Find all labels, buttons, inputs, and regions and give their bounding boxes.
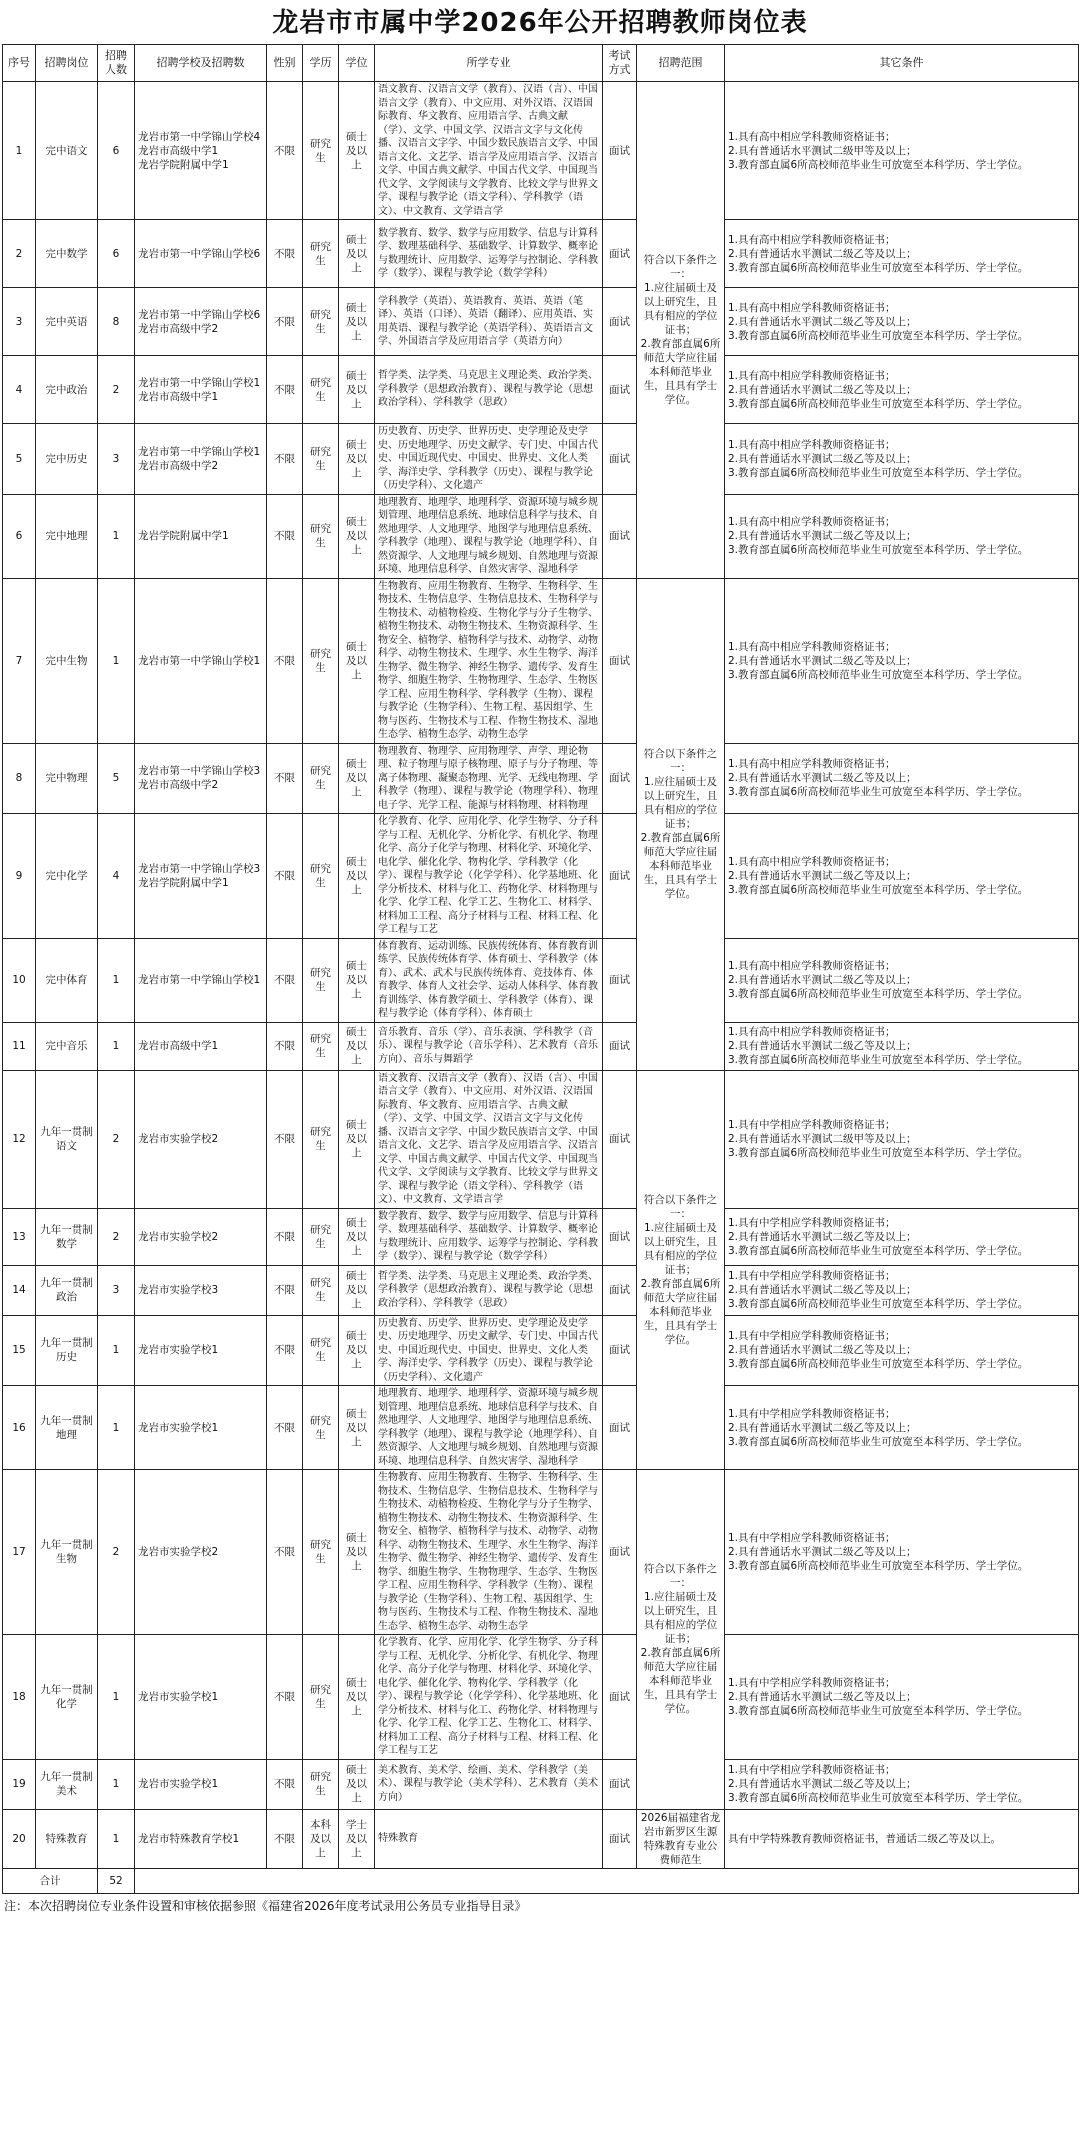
total-label: 合计 xyxy=(3,1868,98,1893)
other-conditions: 1.具有高中相应学科教师资格证书； 2.具有普通话水平测试二级乙等及以上； 3.教育部直属6所高校师范毕业生可放宽至本科学历、学士学位。 xyxy=(725,814,1079,939)
gender: 不限 xyxy=(267,424,303,495)
row-number: 1 xyxy=(3,82,36,220)
row-number: 13 xyxy=(3,1208,36,1265)
post-name: 完中历史 xyxy=(36,424,98,495)
education: 研究生 xyxy=(303,424,339,495)
row-number: 12 xyxy=(3,1070,36,1208)
exam-method: 面试 xyxy=(603,1070,637,1208)
other-conditions: 具有中学特殊教育教师资格证书，普通话二级乙等及以上。 xyxy=(725,1809,1079,1868)
total-count: 52 xyxy=(98,1868,135,1893)
post-name: 九年一贯制化学 xyxy=(36,1635,98,1760)
degree: 硕士及以上 xyxy=(339,1386,375,1470)
post-name: 九年一贯制生物 xyxy=(36,1470,98,1635)
table-row xyxy=(3,1022,1079,1070)
row-number: 6 xyxy=(3,494,36,578)
post-name: 九年一贯制数学 xyxy=(36,1208,98,1265)
recruitment-table xyxy=(2,44,1079,1894)
other-conditions: 1.具有高中相应学科教师资格证书； 2.具有普通话水平测试二级乙等及以上； 3.教育部直属6所高校师范毕业生可放宽至本科学历、学士学位。 xyxy=(725,743,1079,814)
other-conditions: 1.具有高中相应学科教师资格证书； 2.具有普通话水平测试二级乙等及以上； 3.教育部直属6所高校师范毕业生可放宽至本科学历、学士学位。 xyxy=(725,356,1079,424)
table-row xyxy=(3,1759,1079,1809)
exam-method: 面试 xyxy=(603,1315,637,1386)
majors: 地理教育、地理学、地理科学、资源环境与城乡规划管理、地理信息系统、地球信息科学与技术、自然地理学、人文地理学、地图学与地理信息系统、学科教学（地理）、课程与教学论（地理学科）、自然资源学、人文地理与城乡规划、自然地理与资源环境、地理信息科学、自然灾害学、湿地科学 xyxy=(375,1386,603,1470)
degree: 硕士及以上 xyxy=(339,1470,375,1635)
degree: 硕士及以上 xyxy=(339,743,375,814)
education: 研究生 xyxy=(303,938,339,1022)
other-conditions: 1.具有高中相应学科教师资格证书； 2.具有普通话水平测试二级乙等及以上； 3.教育部直属6所高校师范毕业生可放宽至本科学历、学士学位。 xyxy=(725,578,1079,743)
other-conditions: 1.具有高中相应学科教师资格证书； 2.具有普通话水平测试二级乙等及以上； 3.教育部直属6所高校师范毕业生可放宽至本科学历、学士学位。 xyxy=(725,494,1079,578)
header-cell: 序号 xyxy=(3,45,36,82)
hire-count: 1 xyxy=(98,494,135,578)
hire-count: 1 xyxy=(98,1315,135,1386)
post-name: 完中体育 xyxy=(36,938,98,1022)
exam-method: 面试 xyxy=(603,288,637,356)
gender: 不限 xyxy=(267,1208,303,1265)
recruit-scope: 符合以下条件之一： 1.应往届硕士及以上研究生，且具有相应的学位证书； 2.教育部直属6所师范大学应往届本科师范毕业生，且具有学士学位。 xyxy=(637,82,725,579)
row-number: 4 xyxy=(3,356,36,424)
hire-count: 2 xyxy=(98,1208,135,1265)
other-conditions: 1.具有高中相应学科教师资格证书； 2.具有普通话水平测试二级乙等及以上； 3.教育部直属6所高校师范毕业生可放宽至本科学历、学士学位。 xyxy=(725,424,1079,495)
degree: 硕士及以上 xyxy=(339,288,375,356)
majors: 特殊教育 xyxy=(375,1809,603,1868)
education: 研究生 xyxy=(303,1759,339,1809)
header-cell: 所学专业 xyxy=(375,45,603,82)
gender: 不限 xyxy=(267,1265,303,1315)
majors: 生物教育、应用生物教育、生物学、生物科学、生物技术、生物信息学、生物信息技术、生物科学与生物技术、动植物检疫、生物化学与分子生物学、植物生物技术、动物生物技术、生物资源科学、生物安全、植物学、植物科学与技术、动物学、动物科学、动物生物技术、生理学、水生生物学、海洋生物学、微生物学、神经生物学、遗传学、发育生物学、细胞生物学、生物物理学、生态学、生物医学工程、应用生物科学、学科教学（生物）、课程与教学论（生物学科）、生物工程、基因组学、生物与医药、生物技术与工程、作物生物技术、湿地生态学、植物生态学、动物生态学 xyxy=(375,578,603,743)
row-number: 14 xyxy=(3,1265,36,1315)
other-conditions: 1.具有中学相应学科教师资格证书； 2.具有普通话水平测试二级乙等及以上； 3.教育部直属6所高校师范毕业生可放宽至本科学历、学士学位。 xyxy=(725,1208,1079,1265)
recruit-scope: 符合以下条件之一： 1.应往届硕士及以上研究生，且具有相应的学位证书； 2.教育部直属6所师范大学应往届本科师范毕业生，且具有学士学位。 xyxy=(637,578,725,1070)
total-blank xyxy=(135,1868,1079,1893)
table-row xyxy=(3,1315,1079,1386)
hire-count: 1 xyxy=(98,938,135,1022)
table-row xyxy=(3,1635,1079,1760)
majors: 美术教育、美术学、绘画、美术、学科教学（美术）、课程与教学论（美术学科）、艺术教育（美术方向） xyxy=(375,1759,603,1809)
post-name: 九年一贯制语文 xyxy=(36,1070,98,1208)
exam-method: 面试 xyxy=(603,938,637,1022)
header-cell: 招聘岗位 xyxy=(36,45,98,82)
post-name: 完中生物 xyxy=(36,578,98,743)
schools: 龙岩市实验学校1 xyxy=(135,1759,267,1809)
degree: 硕士及以上 xyxy=(339,1635,375,1760)
row-number: 16 xyxy=(3,1386,36,1470)
gender: 不限 xyxy=(267,288,303,356)
post-name: 完中地理 xyxy=(36,494,98,578)
majors: 地理教育、地理学、地理科学、资源环境与城乡规划管理、地理信息系统、地球信息科学与技术、自然地理学、人文地理学、地图学与地理信息系统、学科教学（地理）、课程与教学论（地理学科）、自然资源学、人文地理与城乡规划、自然地理与资源环境、地理信息科学、自然灾害学、湿地科学 xyxy=(375,494,603,578)
table-row xyxy=(3,814,1079,939)
schools: 龙岩市实验学校2 xyxy=(135,1208,267,1265)
gender: 不限 xyxy=(267,220,303,288)
page-title: 龙岩市市属中学2026年公开招聘教师岗位表 xyxy=(272,8,808,38)
degree: 硕士及以上 xyxy=(339,1759,375,1809)
majors: 数学教育、数学、数学与应用数学、信息与计算科学、数理基础科学、基础数学、计算数学、概率论与数理统计、应用数学、运筹学与控制论、学科教学（数学）、课程与教学论（数学学科） xyxy=(375,220,603,288)
exam-method: 面试 xyxy=(603,356,637,424)
degree: 学士及以上 xyxy=(339,1809,375,1868)
majors: 哲学类、法学类、马克思主义理论类、政治学类、学科教学（思想政治教育）、课程与教学论（思想政治学科）、学科教学（思政） xyxy=(375,356,603,424)
total-row xyxy=(3,1868,1079,1893)
majors: 化学教育、化学、应用化学、化学生物学、分子科学与工程、无机化学、分析化学、有机化学、物理化学、高分子化学与物理、材料化学、环境化学、电化学、催化化学、物构化学、学科教学（化学）、课程与教学论（化学学科）、化学基地班、化学分析技术、材料与化工、药物化学、材料物理与化学、化学工程、化学工艺、生物化工、材料学、材料加工工程、高分子材料与工程、材料工程、化学工程与工艺 xyxy=(375,1635,603,1760)
exam-method: 面试 xyxy=(603,1635,637,1760)
gender: 不限 xyxy=(267,1070,303,1208)
education: 研究生 xyxy=(303,743,339,814)
schools: 龙岩市第一中学锦山学校6 龙岩市高级中学2 xyxy=(135,288,267,356)
education: 研究生 xyxy=(303,1386,339,1470)
education: 研究生 xyxy=(303,578,339,743)
other-conditions: 1.具有中学相应学科教师资格证书； 2.具有普通话水平测试二级甲等及以上； 3.教育部直属6所高校师范毕业生可放宽至本科学历、学士学位。 xyxy=(725,1070,1079,1208)
other-conditions: 1.具有中学相应学科教师资格证书； 2.具有普通话水平测试二级乙等及以上； 3.教育部直属6所高校师范毕业生可放宽至本科学历、学士学位。 xyxy=(725,1315,1079,1386)
majors: 体育教育、运动训练、民族传统体育、体育教育训练学、民族传统体育学、体育硕士、学科教学（体育）、武术、武术与民族传统体育、竞技体育、体育教学、体育人文社会学、运动人体科学、体育教育训练学、体育教学硕士、学科教学（体育）、课程与教学论（体育学科）、体育硕士 xyxy=(375,938,603,1022)
education: 研究生 xyxy=(303,220,339,288)
education: 研究生 xyxy=(303,1635,339,1760)
schools: 龙岩市第一中学锦山学校6 xyxy=(135,220,267,288)
gender: 不限 xyxy=(267,1470,303,1635)
exam-method: 面试 xyxy=(603,578,637,743)
majors: 哲学类、法学类、马克思主义理论类、政治学类、学科教学（思想政治教育）、课程与教学论（思想政治学科）、学科教学（思政） xyxy=(375,1265,603,1315)
hire-count: 1 xyxy=(98,1635,135,1760)
other-conditions: 1.具有中学相应学科教师资格证书； 2.具有普通话水平测试二级乙等及以上； 3.教育部直属6所高校师范毕业生可放宽至本科学历、学士学位。 xyxy=(725,1470,1079,1635)
degree: 硕士及以上 xyxy=(339,578,375,743)
education: 研究生 xyxy=(303,1315,339,1386)
schools: 龙岩市第一中学锦山学校4 龙岩市高级中学1 龙岩学院附属中学1 xyxy=(135,82,267,220)
hire-count: 3 xyxy=(98,1265,135,1315)
recruit-scope: 2026届福建省龙岩市新罗区生源特殊教育专业公费师范生 xyxy=(637,1809,725,1868)
degree: 硕士及以上 xyxy=(339,1315,375,1386)
schools: 龙岩市第一中学锦山学校1 龙岩市高级中学1 xyxy=(135,356,267,424)
gender: 不限 xyxy=(267,814,303,939)
gender: 不限 xyxy=(267,1759,303,1809)
majors: 学科教学（英语）、英语教育、英语、英语（笔译）、英语（口译）、英语（翻译）、应用英语、实用英语、课程与教学论（英语学科）、英语语言文学、外国语言学及应用语言学（英语方向） xyxy=(375,288,603,356)
header-cell: 招聘范围 xyxy=(637,45,725,82)
exam-method: 面试 xyxy=(603,494,637,578)
gender: 不限 xyxy=(267,1809,303,1868)
table-row xyxy=(3,220,1079,288)
hire-count: 2 xyxy=(98,356,135,424)
header-cell: 学历 xyxy=(303,45,339,82)
row-number: 5 xyxy=(3,424,36,495)
hire-count: 1 xyxy=(98,1386,135,1470)
exam-method: 面试 xyxy=(603,1759,637,1809)
row-number: 10 xyxy=(3,938,36,1022)
education: 研究生 xyxy=(303,814,339,939)
table-row xyxy=(3,578,1079,743)
post-name: 完中语文 xyxy=(36,82,98,220)
table-row xyxy=(3,1208,1079,1265)
degree: 硕士及以上 xyxy=(339,1208,375,1265)
schools: 龙岩市实验学校1 xyxy=(135,1315,267,1386)
hire-count: 4 xyxy=(98,814,135,939)
majors: 物理教育、物理学、应用物理学、声学、理论物理、粒子物理与原子核物理、原子与分子物理、等离子体物理、凝聚态物理、光学、无线电物理、学科教学（物理）、课程与教学论（物理学科）、物理电子学、光学工程、能源与材料物理、材料物理 xyxy=(375,743,603,814)
post-name: 完中音乐 xyxy=(36,1022,98,1070)
recruit-scope: 符合以下条件之一： 1.应往届硕士及以上研究生，且具有相应的学位证书； 2.教育部直属6所师范大学应往届本科师范毕业生，且具有学士学位。 xyxy=(637,1470,725,1810)
exam-method: 面试 xyxy=(603,424,637,495)
other-conditions: 1.具有中学相应学科教师资格证书； 2.具有普通话水平测试二级乙等及以上； 3.教育部直属6所高校师范毕业生可放宽至本科学历、学士学位。 xyxy=(725,1265,1079,1315)
gender: 不限 xyxy=(267,1315,303,1386)
exam-method: 面试 xyxy=(603,743,637,814)
post-name: 完中物理 xyxy=(36,743,98,814)
post-name: 完中数学 xyxy=(36,220,98,288)
hire-count: 1 xyxy=(98,1759,135,1809)
other-conditions: 1.具有高中相应学科教师资格证书； 2.具有普通话水平测试二级乙等及以上； 3.教育部直属6所高校师范毕业生可放宽至本科学历、学士学位。 xyxy=(725,938,1079,1022)
majors: 生物教育、应用生物教育、生物学、生物科学、生物技术、生物信息学、生物信息技术、生物科学与生物技术、动植物检疫、生物化学与分子生物学、植物生物技术、动物生物技术、生物资源科学、生物安全、植物学、植物科学与技术、动物学、动物科学、动物生物技术、生理学、水生生物学、海洋生物学、微生物学、神经生物学、遗传学、发育生物学、细胞生物学、生物物理学、生态学、生物医学工程、应用生物科学、学科教学（生物）、课程与教学论（生物学科）、生物工程、基因组学、生物与医药、生物技术与工程、作物生物技术、湿地生态学、植物生态学、动物生态学 xyxy=(375,1470,603,1635)
gender: 不限 xyxy=(267,578,303,743)
gender: 不限 xyxy=(267,494,303,578)
hire-count: 2 xyxy=(98,1470,135,1635)
majors: 数学教育、数学、数学与应用数学、信息与计算科学、数理基础科学、基础数学、计算数学、概率论与数理统计、应用数学、运筹学与控制论、学科教学（数学）、课程与教学论（数学学科） xyxy=(375,1208,603,1265)
hire-count: 1 xyxy=(98,1022,135,1070)
degree: 硕士及以上 xyxy=(339,1265,375,1315)
schools: 龙岩市实验学校1 xyxy=(135,1386,267,1470)
table-row xyxy=(3,1265,1079,1315)
degree: 硕士及以上 xyxy=(339,424,375,495)
schools: 龙岩市实验学校1 xyxy=(135,1635,267,1760)
exam-method: 面试 xyxy=(603,1022,637,1070)
post-name: 特殊教育 xyxy=(36,1809,98,1868)
degree: 硕士及以上 xyxy=(339,494,375,578)
education: 研究生 xyxy=(303,494,339,578)
other-conditions: 1.具有中学相应学科教师资格证书； 2.具有普通话水平测试二级乙等及以上； 3.教育部直属6所高校师范毕业生可放宽至本科学历、学士学位。 xyxy=(725,1386,1079,1470)
post-name: 九年一贯制美术 xyxy=(36,1759,98,1809)
education: 本科及以上 xyxy=(303,1809,339,1868)
majors: 语文教育、汉语言文学（教育）、汉语（言）、中国语言文学（教育）、中文应用、对外汉语、汉语国际教育、华文教育、应用语言学、古典文献（学）、文学、中国文学、汉语言文字与文化传播、汉语言文字学、中国少数民族语言文学、中国语言文化、文艺学、语言学及应用语言学、汉语言文学、中国古典文献学、中国古代文学、中国现当代文学、文学阅读与文学教育、比较文学与世界文学、课程与教学论（语文学科）、学科教学（语文）、中文教育、文学语言学 xyxy=(375,82,603,220)
header-cell: 招聘人数 xyxy=(98,45,135,82)
gender: 不限 xyxy=(267,938,303,1022)
table-row xyxy=(3,424,1079,495)
majors: 语文教育、汉语言文学（教育）、汉语（言）、中国语言文学（教育）、中文应用、对外汉语、汉语国际教育、华文教育、应用语言学、古典文献（学）、文学、中国文学、汉语言文字与文化传播、汉语言文字学、中国少数民族语言文学、中国语言文化、文艺学、语言学及应用语言学、汉语言文学、中国古典文献学、中国古代文学、中国现当代文学、文学阅读与文学教育、比较文学与世界文学、课程与教学论（语文学科）、学科教学（语文）、中文教育、文学语言学 xyxy=(375,1070,603,1208)
exam-method: 面试 xyxy=(603,1265,637,1315)
exam-method: 面试 xyxy=(603,1208,637,1265)
schools: 龙岩市实验学校3 xyxy=(135,1265,267,1315)
header-cell: 其它条件 xyxy=(725,45,1079,82)
schools: 龙岩市第一中学锦山学校1 龙岩市高级中学2 xyxy=(135,424,267,495)
schools: 龙岩市特殊教育学校1 xyxy=(135,1809,267,1868)
row-number: 18 xyxy=(3,1635,36,1760)
exam-method: 面试 xyxy=(603,82,637,220)
row-number: 3 xyxy=(3,288,36,356)
exam-method: 面试 xyxy=(603,220,637,288)
table-row xyxy=(3,1386,1079,1470)
education: 研究生 xyxy=(303,82,339,220)
majors: 音乐教育、音乐（学）、音乐表演、学科教学（音乐）、课程与教学论（音乐学科）、艺术教育（音乐方向）、音乐与舞蹈学 xyxy=(375,1022,603,1070)
other-conditions: 1.具有中学相应学科教师资格证书； 2.具有普通话水平测试二级乙等及以上； 3.教育部直属6所高校师范毕业生可放宽至本科学历、学士学位。 xyxy=(725,1635,1079,1760)
education: 研究生 xyxy=(303,1070,339,1208)
other-conditions: 1.具有高中相应学科教师资格证书； 2.具有普通话水平测试二级甲等及以上； 3.教育部直属6所高校师范毕业生可放宽至本科学历、学士学位。 xyxy=(725,82,1079,220)
post-name: 完中化学 xyxy=(36,814,98,939)
table-header-row xyxy=(3,45,1079,82)
education: 研究生 xyxy=(303,356,339,424)
degree: 硕士及以上 xyxy=(339,356,375,424)
schools: 龙岩市第一中学锦山学校1 xyxy=(135,578,267,743)
hire-count: 1 xyxy=(98,578,135,743)
hire-count: 1 xyxy=(98,1809,135,1868)
header-cell: 考试方式 xyxy=(603,45,637,82)
hire-count: 2 xyxy=(98,1070,135,1208)
row-number: 15 xyxy=(3,1315,36,1386)
table-row xyxy=(3,743,1079,814)
education: 研究生 xyxy=(303,1470,339,1635)
header-cell: 招聘学校及招聘数 xyxy=(135,45,267,82)
table-row xyxy=(3,1809,1079,1868)
table-row xyxy=(3,494,1079,578)
schools: 龙岩市第一中学锦山学校1 xyxy=(135,938,267,1022)
majors: 化学教育、化学、应用化学、化学生物学、分子科学与工程、无机化学、分析化学、有机化学、物理化学、高分子化学与物理、材料化学、环境化学、电化学、催化化学、物构化学、学科教学（化学）、课程与教学论（化学学科）、化学基地班、化学分析技术、材料与化工、药物化学、材料物理与化学、化学工程、化学工艺、生物化工、材料学、材料加工工程、高分子材料与工程、材料工程、化学工程与工艺 xyxy=(375,814,603,939)
exam-method: 面试 xyxy=(603,1809,637,1868)
hire-count: 3 xyxy=(98,424,135,495)
row-number: 8 xyxy=(3,743,36,814)
post-name: 九年一贯制地理 xyxy=(36,1386,98,1470)
post-name: 九年一贯制历史 xyxy=(36,1315,98,1386)
other-conditions: 1.具有高中相应学科教师资格证书； 2.具有普通话水平测试二级乙等及以上； 3.教育部直属6所高校师范毕业生可放宽至本科学历、学士学位。 xyxy=(725,220,1079,288)
schools: 龙岩市实验学校2 xyxy=(135,1070,267,1208)
other-conditions: 1.具有中学相应学科教师资格证书； 2.具有普通话水平测试二级乙等及以上； 3.教育部直属6所高校师范毕业生可放宽至本科学历、学士学位。 xyxy=(725,1759,1079,1809)
gender: 不限 xyxy=(267,743,303,814)
education: 研究生 xyxy=(303,1208,339,1265)
schools: 龙岩学院附属中学1 xyxy=(135,494,267,578)
post-name: 完中政治 xyxy=(36,356,98,424)
degree: 硕士及以上 xyxy=(339,938,375,1022)
hire-count: 6 xyxy=(98,82,135,220)
schools: 龙岩市第一中学锦山学校3 龙岩学院附属中学1 xyxy=(135,814,267,939)
education: 研究生 xyxy=(303,1265,339,1315)
recruit-scope: 符合以下条件之一： 1.应往届硕士及以上研究生，且具有相应的学位证书； 2.教育部直属6所师范大学应往届本科师范毕业生，且具有学士学位。 xyxy=(637,1070,725,1470)
gender: 不限 xyxy=(267,356,303,424)
table-row xyxy=(3,288,1079,356)
schools: 龙岩市实验学校2 xyxy=(135,1470,267,1635)
degree: 硕士及以上 xyxy=(339,82,375,220)
post-name: 九年一贯制政治 xyxy=(36,1265,98,1315)
majors: 历史教育、历史学、世界历史、史学理论及史学史、历史地理学、历史文献学、专门史、中国古代史、中国近现代史、中国史、世界史、文化人类学、海洋史学、学科教学（历史）、课程与教学论（历史学科）、文化遗产 xyxy=(375,1315,603,1386)
row-number: 17 xyxy=(3,1470,36,1635)
row-number: 11 xyxy=(3,1022,36,1070)
exam-method: 面试 xyxy=(603,1470,637,1635)
degree: 硕士及以上 xyxy=(339,1070,375,1208)
post-name: 完中英语 xyxy=(36,288,98,356)
exam-method: 面试 xyxy=(603,1386,637,1470)
row-number: 19 xyxy=(3,1759,36,1809)
footnote: 注：本次招聘岗位专业条件设置和审核依据参照《福建省2026年度考试录用公务员专业指导目录》 xyxy=(4,1898,527,1913)
degree: 硕士及以上 xyxy=(339,1022,375,1070)
row-number: 2 xyxy=(3,220,36,288)
majors: 历史教育、历史学、世界历史、史学理论及史学史、历史地理学、历史文献学、专门史、中国古代史、中国近现代史、中国史、世界史、文化人类学、海洋史学、学科教学（历史）、课程与教学论（历史学科）、文化遗产 xyxy=(375,424,603,495)
other-conditions: 1.具有高中相应学科教师资格证书； 2.具有普通话水平测试二级乙等及以上； 3.教育部直属6所高校师范毕业生可放宽至本科学历、学士学位。 xyxy=(725,288,1079,356)
table-row xyxy=(3,1070,1079,1208)
row-number: 9 xyxy=(3,814,36,939)
table-row xyxy=(3,356,1079,424)
degree: 硕士及以上 xyxy=(339,814,375,939)
table-row xyxy=(3,938,1079,1022)
table-row xyxy=(3,82,1079,220)
row-number: 7 xyxy=(3,578,36,743)
hire-count: 6 xyxy=(98,220,135,288)
row-number: 20 xyxy=(3,1809,36,1868)
education: 研究生 xyxy=(303,1022,339,1070)
hire-count: 8 xyxy=(98,288,135,356)
schools: 龙岩市第一中学锦山学校3 龙岩市高级中学2 xyxy=(135,743,267,814)
other-conditions: 1.具有高中相应学科教师资格证书； 2.具有普通话水平测试二级乙等及以上； 3.教育部直属6所高校师范毕业生可放宽至本科学历、学士学位。 xyxy=(725,1022,1079,1070)
gender: 不限 xyxy=(267,82,303,220)
gender: 不限 xyxy=(267,1635,303,1760)
gender: 不限 xyxy=(267,1022,303,1070)
schools: 龙岩市高级中学1 xyxy=(135,1022,267,1070)
degree: 硕士及以上 xyxy=(339,220,375,288)
hire-count: 5 xyxy=(98,743,135,814)
exam-method: 面试 xyxy=(603,814,637,939)
gender: 不限 xyxy=(267,1386,303,1470)
header-cell: 学位 xyxy=(339,45,375,82)
header-cell: 性别 xyxy=(267,45,303,82)
education: 研究生 xyxy=(303,288,339,356)
table-row xyxy=(3,1470,1079,1635)
